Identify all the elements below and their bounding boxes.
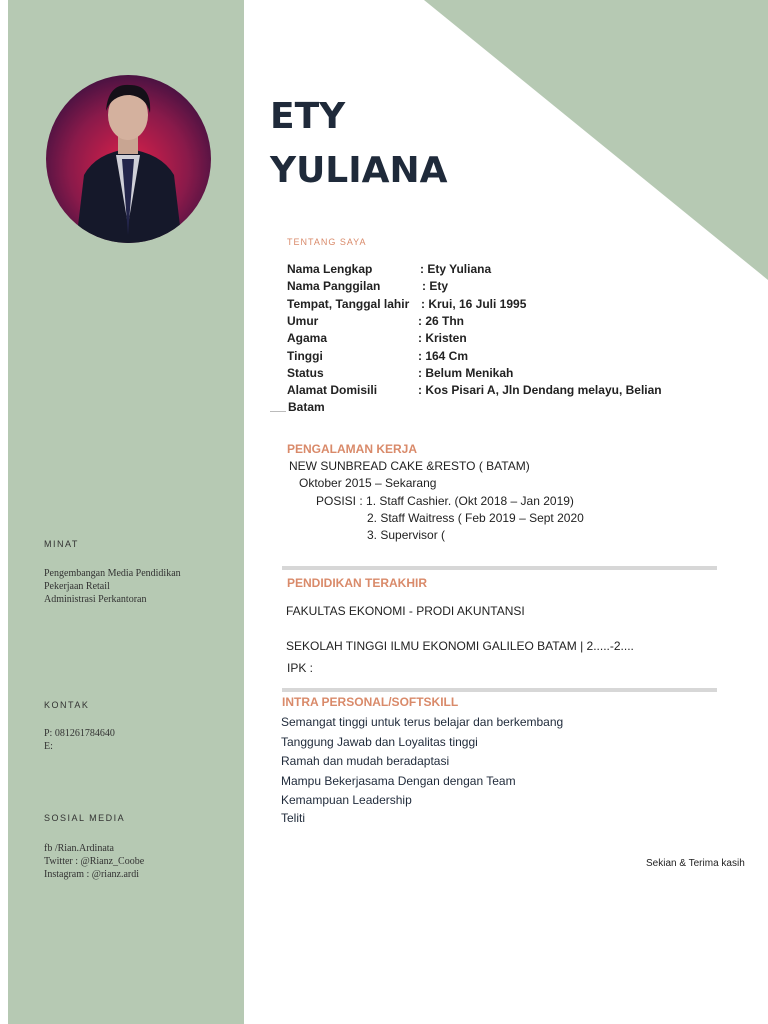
info-value: : 164 Cm [418,349,469,363]
list-item: Instagram : @rianz.ardi [44,869,140,880]
email-text: E: [44,741,53,752]
list-item: Mampu Bekerjasama Dengan dengan Team [281,774,516,788]
address-continuation: Batam [288,400,325,414]
info-value: : 26 Thn [418,314,465,328]
position-item: 3. Supervisor ( [367,528,446,542]
list-item: fb /Rian.Ardinata [44,843,114,854]
sosial-heading: SOSIAL MEDIA [44,813,126,823]
list-item: Teliti [281,811,306,825]
school-text: SEKOLAH TINGGI ILMU EKONOMI GALILEO BATAM | 2.....-2.... [286,639,634,653]
kontak-heading: KONTAK [44,700,90,710]
list-item: Semangat tinggi untuk terus belajar dan berkembang [281,715,564,729]
section-divider [282,566,717,570]
info-value: : Kos Pisari A, Jln Dendang melayu, Belian [418,383,662,397]
list-item: Twitter : @Rianz_Coobe [44,856,145,867]
info-label: Umur [287,314,319,328]
sosial-list [44,842,144,881]
info-value: : Ety Yuliana [420,262,492,276]
list-item: Tanggung Jawab dan Loyalitas tinggi [281,735,478,749]
divider [270,411,286,412]
pendidikan-heading: PENDIDIKAN TERAKHIR [287,576,428,590]
position-item: POSISI : 1. Staff Cashier. (Okt 2018 – Jan 2019) [316,494,574,508]
section-divider [282,688,717,692]
info-label: Nama Lengkap [287,262,373,276]
first-name: ETY [270,96,346,137]
last-name: YULIANA [270,150,448,191]
info-label: Tempat, Tanggal lahir [287,297,410,311]
info-label: Alamat Domisili [287,383,378,397]
minat-list [44,567,181,606]
list-item: Ramah dan mudah beradaptasi [281,754,450,768]
info-label: Tinggi [287,349,323,363]
profile-photo [46,75,211,243]
list-item: Administrasi Perkantoran [44,594,147,605]
kontak-list [44,727,115,753]
position-item: 2. Staff Waitress ( Feb 2019 – Sept 2020 [367,511,584,525]
list-item: Kemampuan Leadership [281,793,412,807]
info-value: : Krui, 16 Juli 1995 [421,297,527,311]
pengalaman-heading: PENGALAMAN KERJA [287,442,418,456]
minat-heading: MINAT [44,539,79,549]
list-item: Pengembangan Media Pendidikan [44,568,181,579]
info-label: Agama [287,331,328,345]
list-item: Pekerjaan Retail [44,581,110,592]
tentang-heading: TENTANG SAYA [287,237,367,247]
work-period: Oktober 2015 – Sekarang [299,476,437,490]
thanks-text: Sekian & Terima kasih [646,858,745,869]
company-name: NEW SUNBREAD CAKE &RESTO ( BATAM) [289,459,530,473]
info-value: : Ety [422,279,449,293]
phone-text: P: 081261784640 [44,728,115,739]
softskill-heading: INTRA PERSONAL/SOFTSKILL [282,695,459,709]
ipk-text: IPK : [287,661,314,675]
info-value: : Kristen [418,331,467,345]
faculty-text: FAKULTAS EKONOMI - PRODI AKUNTANSI [286,604,525,618]
info-value: : Belum Menikah [418,366,514,380]
info-label: Nama Panggilan [287,279,381,293]
info-label: Status [287,366,324,380]
